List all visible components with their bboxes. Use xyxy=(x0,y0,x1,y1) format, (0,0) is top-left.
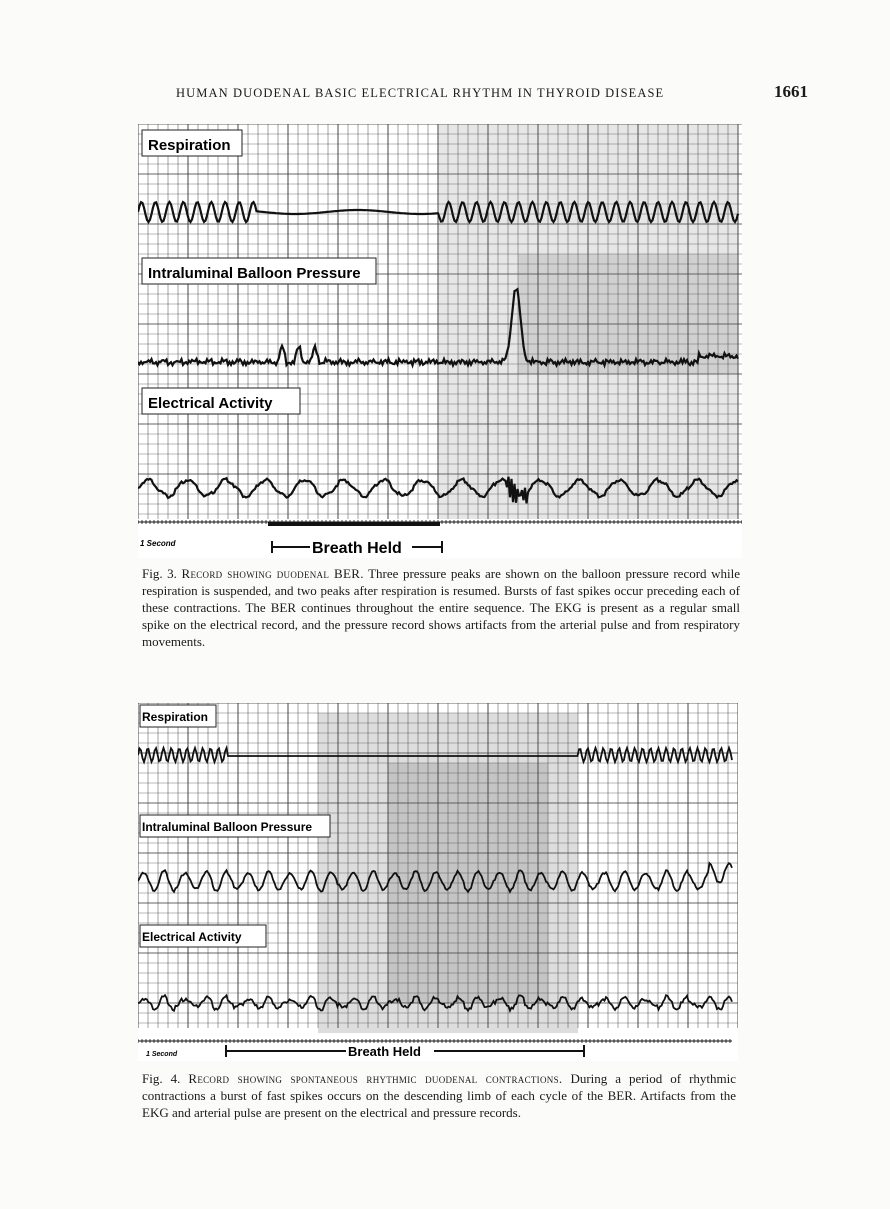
fig4-breath-held: Breath Held xyxy=(348,1044,421,1059)
figure-4-chart xyxy=(138,703,738,1061)
fig4-label-respiration: Respiration xyxy=(142,710,209,724)
fig4-timebase xyxy=(138,1039,732,1043)
fig3-label-respiration: Respiration xyxy=(148,137,231,154)
fig4-label-pressure: Intraluminal Balloon Pressure xyxy=(142,820,313,834)
fig3-time-marker: 1 Second xyxy=(140,539,176,548)
fig4-label-electrical: Electrical Activity xyxy=(142,930,242,944)
fig4-time-marker: 1 Second xyxy=(146,1051,178,1058)
fig3-caption-title: Record showing duodenal BER. xyxy=(181,566,364,581)
fig3-caption-text: Three pressure peaks are shown on the balloon pressure record while respiration is suspended, and two peaks after respiration is resumed. Bursts of fast spikes occur preceding each of these contractions. The BER continues throughout the entire sequence. The EKG is present as a regular small spike on the electrical record, and the pressure record shows artifacts from the arterial pulse and from respiratory movements. xyxy=(142,566,740,649)
figure-4 xyxy=(138,703,738,1061)
fig3-label-pressure: Intraluminal Balloon Pressure xyxy=(148,265,361,282)
fig4-caption-label: Fig. 4. xyxy=(142,1071,181,1086)
figure-4-caption xyxy=(142,1070,736,1121)
figure-3 xyxy=(138,124,742,558)
page-number: 1661 xyxy=(774,82,808,101)
figure-3-shading xyxy=(438,124,738,519)
fig4-caption-title: Record showing spontaneous rhythmic duodenal contractions. xyxy=(188,1071,563,1086)
fig3-caption-label: Fig. 3. xyxy=(142,566,177,581)
running-title: HUMAN DUODENAL BASIC ELECTRICAL RHYTHM IN THYROID DISEASE xyxy=(176,86,665,100)
fig4-caption-text: During a period of rhythmic contractions a burst of fast spikes occurs on the descending limb of each cycle of the BER. Artifacts from the EKG and arterial pulse are present on the electrical and pressure records. xyxy=(142,1071,737,1120)
fig3-label-electrical: Electrical Activity xyxy=(148,395,273,412)
fig3-breath-held: Breath Held xyxy=(312,540,402,557)
figure-3-chart xyxy=(138,124,742,558)
figure-3-caption xyxy=(142,565,740,650)
